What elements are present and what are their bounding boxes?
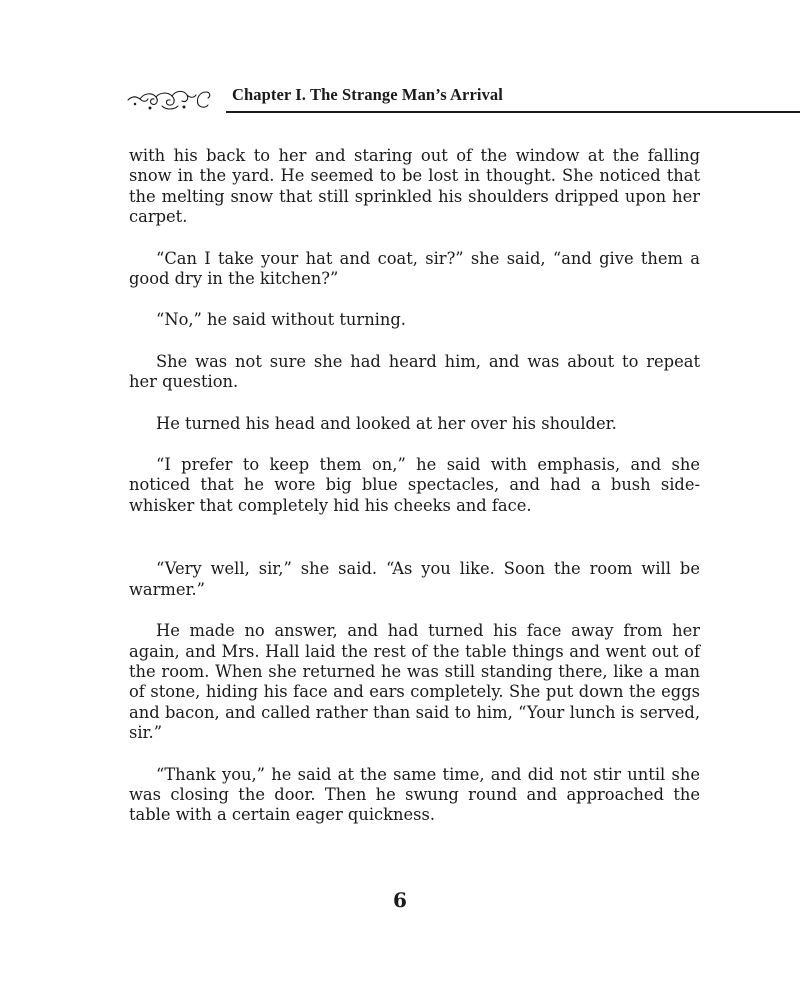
header-rule [226,111,800,113]
running-header [126,80,800,116]
page-number: 6 [393,888,407,912]
paragraph: with his back to her and staring out of the window at the falling snow in the yard. He seemed to be lost in thought. She noticed that the melting snow that still sprinkled his shoulders dripped upon her carpet. [129,146,700,227]
paragraph: “Very well, sir,” she said. “As you like. Soon the room will be warmer.” [129,559,700,599]
chapter-running-title: Chapter I. The Strange Man’s Arrival [232,85,503,104]
paragraph: She was not sure she had heard him, and was about to repeat her question. [129,351,700,392]
paragraph: He made no answer, and had turned his face away from her again, and Mrs. Hall laid the rest of the table things and went out of the room. When she returned he was still standing there, like a man of stone, hiding his face and ears completely. She put down the eggs and bacon, and called rather than said to him, “Your lunch is served, sir.” [129,621,700,743]
paragraph: “Can I take your hat and coat, sir?” she said, “and give them a good dry in the kitchen?” [129,248,700,289]
paragraph: “I prefer to keep them on,” he said with emphasis, and she noticed that he wore big blue spectacles, and had a bush side-whisker that completely hid his cheeks and face. [129,455,700,515]
paragraph: He turned his head and looked at her over his shoulder. [156,413,617,433]
paragraph: “Thank you,” he said at the same time, and did not stir until she was closing the door. Then he swung round and approached the table with a certain eager quickness. [129,764,700,825]
paragraph: “No,” he said without turning. [156,310,406,330]
flourish-ornament-icon [126,84,212,114]
page-body [129,146,700,826]
